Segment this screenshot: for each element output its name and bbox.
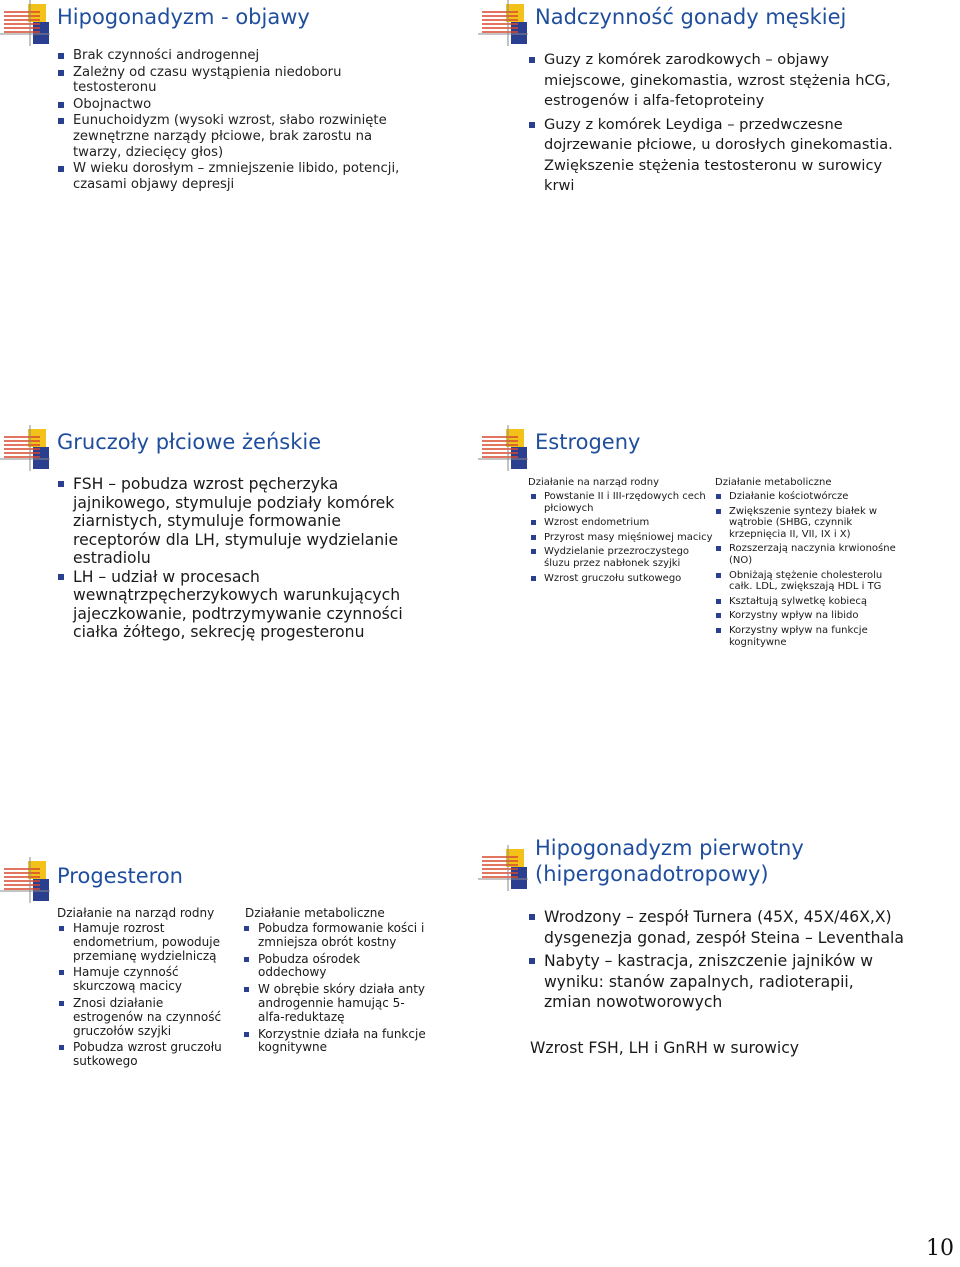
slide-decoration-icon: [0, 0, 56, 46]
slide-title: Nadczynność gonady męskiej: [535, 5, 847, 29]
list-item: Korzystnie działa na funkcje kognitywne: [258, 1028, 428, 1056]
column-heading: Działanie metaboliczne: [245, 906, 385, 920]
list-item: Działanie kościotwórcze: [729, 491, 899, 503]
square-bullet-icon: [58, 70, 64, 76]
slide-decoration-icon: [478, 0, 534, 46]
square-bullet-icon: [529, 57, 535, 63]
slide-title: Progesteron: [57, 864, 183, 888]
slide-decoration-icon: [0, 425, 56, 471]
bullet-list: [544, 491, 714, 584]
list-item: LH – udział w procesach wewnątrzpęcherzykowych warunkujących jajeczkowanie, podtrzymywanie czynności ciałka żółtego, sekrecję progesteronu: [73, 568, 423, 642]
list-item: Pobudza formowanie kości i zmniejsza obrót kostny: [258, 922, 428, 950]
slide-gruczoly-plciowe-zenskie: [0, 425, 470, 825]
list-item: Eunuchoidyzm (wysoki wzrost, słabo rozwinięte zewnętrzne narządy płciowe, brak zarostu na twarzy, dziecięcy głos): [73, 113, 413, 160]
list-item: W obrębie skóry działa anty androgennie hamując 5-alfa-reduktazę: [258, 983, 428, 1024]
slide-nadczynnosc-gonady-meskiej: [478, 0, 948, 400]
list-item: Pobudza ośrodek oddechowy: [258, 953, 428, 981]
slide-title-line: (hipergonadotropowy): [535, 862, 769, 886]
list-item: W wieku dorosłym – zmniejszenie libido, potencji, czasami objawy depresji: [73, 161, 413, 192]
list-item: Wzrost endometrium: [544, 517, 714, 529]
slide-title: Estrogeny: [535, 430, 641, 454]
column-metabolic: [729, 491, 899, 651]
column-heading: Działanie na narząd rodny: [528, 477, 660, 488]
square-bullet-icon: [531, 520, 536, 525]
slide-hipogonadyzm-pierwotny: [478, 835, 948, 1235]
slide-decoration-icon: [478, 425, 534, 471]
column-reproductive: [73, 922, 228, 1072]
bullet-list: [73, 922, 228, 1069]
list-item: Powstanie II i III-rzędowych cech płciowych: [544, 491, 714, 514]
slide-progesteron: [0, 835, 470, 1235]
square-bullet-icon: [58, 53, 64, 59]
square-bullet-icon: [716, 573, 721, 578]
slide-title: Gruczoły płciowe żeńskie: [57, 430, 322, 454]
slide-decoration-icon: [478, 845, 534, 891]
square-bullet-icon: [59, 1045, 64, 1050]
list-item: Kształtują sylwetkę kobiecą: [729, 596, 899, 608]
slide-hipogonadyzm-objawy: [0, 0, 470, 400]
list-item: Zwiększenie syntezy białek w wątrobie (SHBG, czynnik krzepnięcia II, VII, IX i X): [729, 506, 899, 541]
square-bullet-icon: [244, 987, 249, 992]
bullet-list: [73, 475, 423, 642]
slide-title: [535, 835, 804, 887]
list-item: Wzrost gruczołu sutkowego: [544, 573, 714, 585]
list-item: Przyrost masy mięśniowej macicy: [544, 532, 714, 544]
column-heading: Działanie na narząd rodny: [57, 906, 215, 920]
square-bullet-icon: [244, 926, 249, 931]
slide-title: Hipogonadyzm - objawy: [57, 5, 310, 29]
bullet-list: [729, 491, 899, 648]
square-bullet-icon: [716, 628, 721, 633]
square-bullet-icon: [716, 494, 721, 499]
square-bullet-icon: [531, 549, 536, 554]
square-bullet-icon: [531, 576, 536, 581]
list-item: FSH – pobudza wzrost pęcherzyka jajnikowego, stymuluje podziały komórek ziarnistych, stymuluje formowanie receptorów dla LH, stymuluje wydzielanie estradiolu: [73, 475, 423, 568]
square-bullet-icon: [716, 546, 721, 551]
square-bullet-icon: [58, 102, 64, 108]
summary-line: Wzrost FSH, LH i GnRH w surowicy: [530, 1039, 799, 1057]
list-item: Zależny od czasu wystąpienia niedoboru testosteronu: [73, 65, 413, 96]
list-item: Brak czynności androgennej: [73, 48, 413, 64]
square-bullet-icon: [59, 970, 64, 975]
slide-title-line: Hipogonadyzm pierwotny: [535, 836, 804, 860]
list-item: Pobudza wzrost gruczołu sutkowego: [73, 1041, 228, 1069]
square-bullet-icon: [716, 599, 721, 604]
list-item: Znosi działanie estrogenów na czynność gruczołów szyjki: [73, 997, 228, 1038]
square-bullet-icon: [58, 118, 64, 124]
list-item: Hamuje rozrost endometrium, powoduje przemianę wydzielniczą: [73, 922, 228, 963]
list-item: Obojnactwo: [73, 97, 413, 113]
square-bullet-icon: [529, 122, 535, 128]
list-item: Wrodzony – zespół Turnera (45X, 45X/46X,X) dysgenezja gonad, zespół Steina – Leventhala: [544, 907, 904, 948]
column-heading: Działanie metaboliczne: [715, 477, 832, 488]
square-bullet-icon: [531, 535, 536, 540]
bullet-list: [544, 907, 904, 1016]
square-bullet-icon: [244, 1032, 249, 1037]
square-bullet-icon: [244, 957, 249, 962]
slide-decoration-icon: [0, 857, 56, 903]
list-item: Rozszerzają naczynia krwionośne (NO): [729, 543, 899, 566]
list-item: Obniżają stężenie cholesterolu całk. LDL, zwiększają HDL i TG: [729, 570, 899, 593]
page-number: 10: [926, 1236, 954, 1261]
square-bullet-icon: [58, 166, 64, 172]
square-bullet-icon: [58, 574, 64, 580]
square-bullet-icon: [531, 494, 536, 499]
list-item: Guzy z komórek Leydiga – przedwczesne dojrzewanie płciowe, u dorosłych ginekomastia. Zwiększenie stężenia testosteronu w surowicy krwi: [544, 115, 914, 197]
list-item: Guzy z komórek zarodkowych – objawy miejscowe, ginekomastia, wzrost stężenia hCG, estrogenów i alfa-fetoproteiny: [544, 50, 914, 112]
column-reproductive: [544, 491, 714, 587]
square-bullet-icon: [59, 1001, 64, 1006]
square-bullet-icon: [59, 926, 64, 931]
square-bullet-icon: [58, 481, 64, 487]
slide-estrogeny: [478, 425, 948, 825]
bullet-list: [258, 922, 428, 1055]
list-item: Wydzielanie przezroczystego śluzu przez nabłonek szyjki: [544, 546, 714, 569]
bullet-list: [73, 48, 413, 193]
bullet-list: [544, 50, 914, 200]
list-item: Nabyty – kastracja, zniszczenie jajników w wyniku: stanów zapalnych, radioterapii, zmian nowotworowych: [544, 951, 904, 1013]
square-bullet-icon: [529, 958, 535, 964]
list-item: Korzystny wpływ na funkcje kognitywne: [729, 625, 899, 648]
column-metabolic: [258, 922, 428, 1058]
square-bullet-icon: [716, 613, 721, 618]
square-bullet-icon: [529, 914, 535, 920]
list-item: Hamuje czynność skurczową macicy: [73, 966, 228, 994]
list-item: Korzystny wpływ na libido: [729, 610, 899, 622]
square-bullet-icon: [716, 509, 721, 514]
